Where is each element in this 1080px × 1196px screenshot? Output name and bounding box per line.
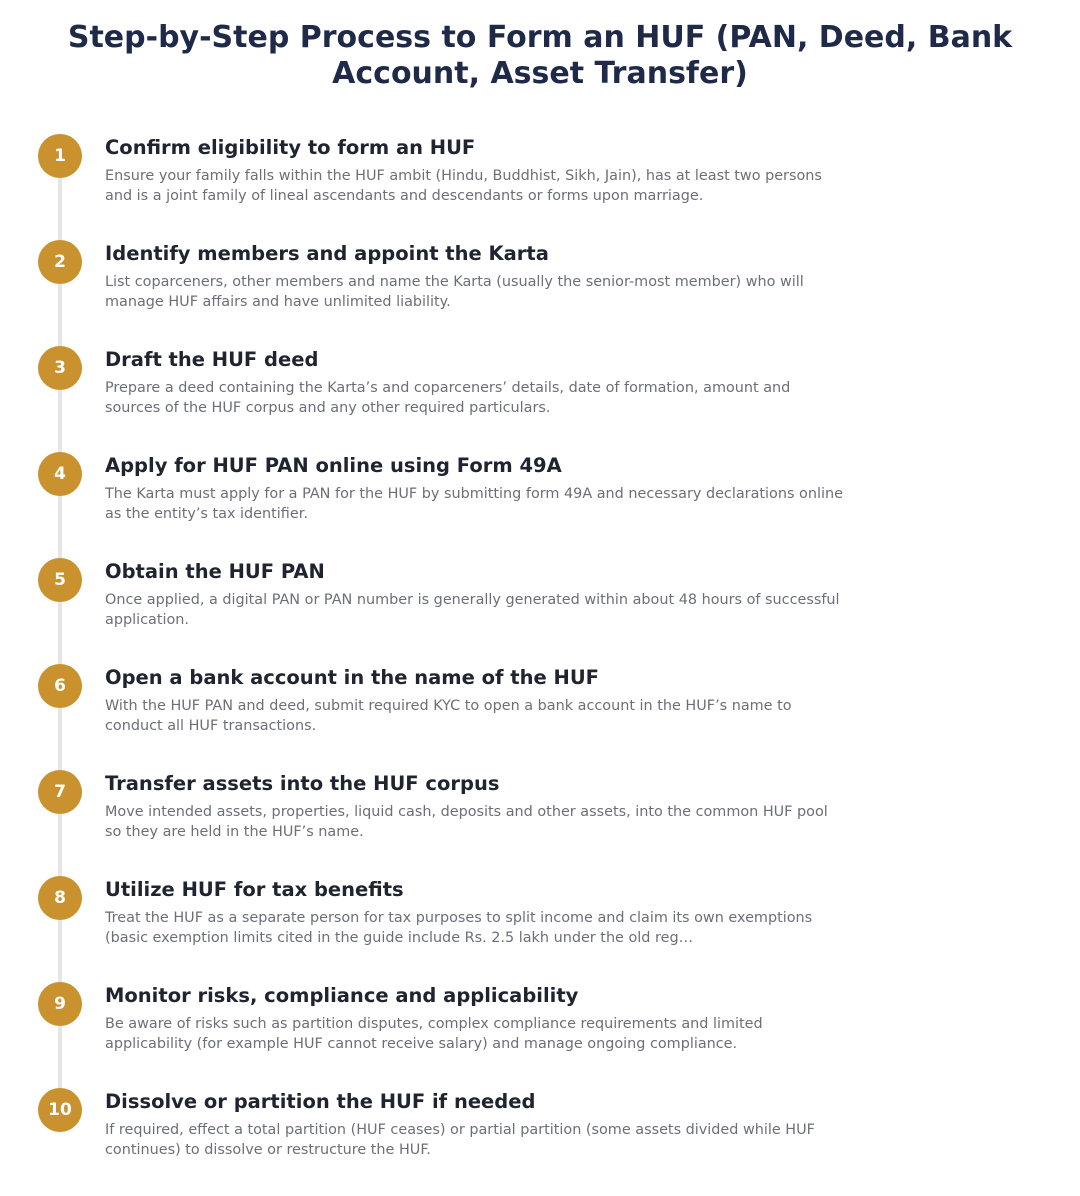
step-number-badge: 4 xyxy=(38,452,82,496)
step-title: Confirm eligibility to form an HUF xyxy=(105,136,476,159)
step-description: Once applied, a digital PAN or PAN number is generally generated within about 48 hours of successful application. xyxy=(105,592,840,628)
step-number-badge: 5 xyxy=(38,558,82,602)
step-item xyxy=(0,240,1080,346)
step-number-badge: 9 xyxy=(38,982,82,1026)
step-description: The Karta must apply for a PAN for the HUF by submitting form 49A and necessary declarations online as the entity’s tax identifier. xyxy=(105,486,843,522)
page-title: Step-by-Step Process to Form an HUF (PAN, Deed, Bank Account, Asset Transfer) xyxy=(67,20,1013,91)
step-title: Utilize HUF for tax benefits xyxy=(105,878,404,901)
step-item xyxy=(0,134,1080,240)
step-item xyxy=(0,770,1080,876)
step-number-badge: 3 xyxy=(38,346,82,390)
step-item xyxy=(0,876,1080,982)
step-title: Dissolve or partition the HUF if needed xyxy=(105,1090,536,1113)
step-item xyxy=(0,982,1080,1088)
step-title: Apply for HUF PAN online using Form 49A xyxy=(105,454,562,477)
step-item xyxy=(0,664,1080,770)
step-title: Draft the HUF deed xyxy=(105,348,319,371)
step-item xyxy=(0,1088,1080,1194)
step-title: Open a bank account in the name of the HUF xyxy=(105,666,599,689)
step-description: Be aware of risks such as partition disputes, complex compliance requirements and limited applicability (for example HUF cannot receive salary) and manage ongoing compliance. xyxy=(105,1016,763,1052)
step-number-badge: 1 xyxy=(38,134,82,178)
step-title: Transfer assets into the HUF corpus xyxy=(105,772,500,795)
step-description: Ensure your family falls within the HUF ambit (Hindu, Buddhist, Sikh, Jain), has at least two persons and is a joint family of lineal ascendants and descendants or forms upon marriage. xyxy=(105,168,822,204)
step-title: Obtain the HUF PAN xyxy=(105,560,325,583)
step-description: Move intended assets, properties, liquid cash, deposits and other assets, into the common HUF pool so they are held in the HUF’s name. xyxy=(105,804,828,840)
step-title: Monitor risks, compliance and applicability xyxy=(105,984,579,1007)
step-item xyxy=(0,558,1080,664)
step-number-badge: 8 xyxy=(38,876,82,920)
step-number-badge: 10 xyxy=(38,1088,82,1132)
step-description: With the HUF PAN and deed, submit required KYC to open a bank account in the HUF’s name to conduct all HUF transactions. xyxy=(105,698,792,734)
step-description: List coparceners, other members and name the Karta (usually the senior-most member) who will manage HUF affairs and have unlimited liability. xyxy=(105,274,804,310)
step-item xyxy=(0,452,1080,558)
step-number-badge: 6 xyxy=(38,664,82,708)
step-description: Treat the HUF as a separate person for tax purposes to split income and claim its own exemptions (basic exemption limits cited in the guide include Rs. 2.5 lakh under the old reg… xyxy=(105,910,813,946)
step-number-badge: 7 xyxy=(38,770,82,814)
step-title: Identify members and appoint the Karta xyxy=(105,242,549,265)
step-description: If required, effect a total partition (HUF ceases) or partial partition (some assets divided while HUF continues) to dissolve or restructure the HUF. xyxy=(105,1122,815,1158)
step-item xyxy=(0,346,1080,452)
step-description: Prepare a deed containing the Karta’s and coparceners’ details, date of formation, amount and sources of the HUF corpus and any other required particulars. xyxy=(105,380,791,416)
step-number-badge: 2 xyxy=(38,240,82,284)
